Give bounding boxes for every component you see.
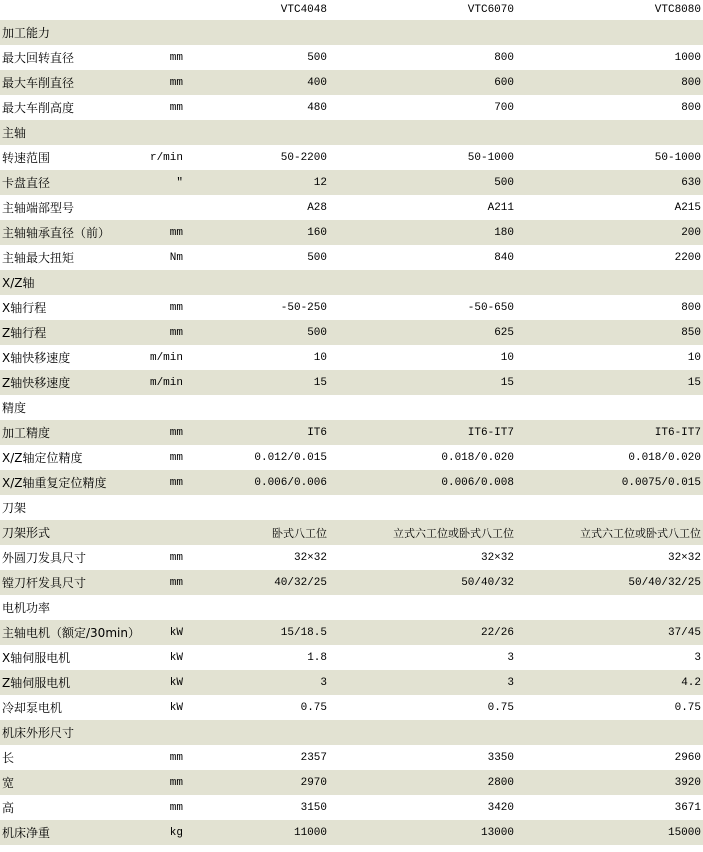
spec-name: 刀架形式 xyxy=(0,520,144,545)
spec-name: 外圆刀发具尺寸 xyxy=(0,545,144,570)
spec-value-2: 3350 xyxy=(329,745,516,770)
spec-value-1: 32×32 xyxy=(186,545,329,570)
section-title: 精度 xyxy=(0,395,703,420)
spec-name: 长 xyxy=(0,745,144,770)
spec-value-2: 15 xyxy=(329,370,516,395)
header-cell-empty xyxy=(0,0,144,20)
spec-unit: mm xyxy=(144,320,186,345)
spec-value-1: 12 xyxy=(186,170,329,195)
spec-name: 镗刀杆发具尺寸 xyxy=(0,570,144,595)
spec-value-1: 15/18.5 xyxy=(186,620,329,645)
spec-value-3: 0.75 xyxy=(516,695,703,720)
spec-unit: m/min xyxy=(144,345,186,370)
spec-value-1: 15 xyxy=(186,370,329,395)
spec-value-2: 立式六工位或卧式八工位 xyxy=(329,520,516,545)
spec-name: 最大回转直径 xyxy=(0,45,144,70)
spec-value-2: 3 xyxy=(329,670,516,695)
spec-row xyxy=(0,645,703,670)
spec-unit: mm xyxy=(144,295,186,320)
section-title: 电机功率 xyxy=(0,595,703,620)
spec-unit: mm xyxy=(144,545,186,570)
spec-name: 主轴轴承直径（前） xyxy=(0,220,144,245)
spec-value-2: A211 xyxy=(329,195,516,220)
spec-value-3: 32×32 xyxy=(516,545,703,570)
spec-name: 主轴端部型号 xyxy=(0,195,144,220)
spec-name: X/Z轴定位精度 xyxy=(0,445,144,470)
spec-value-3: 200 xyxy=(516,220,703,245)
spec-unit: Nm xyxy=(144,245,186,270)
spec-name: X/Z轴重复定位精度 xyxy=(0,470,144,495)
spec-row xyxy=(0,195,703,220)
spec-value-1: 50-2200 xyxy=(186,145,329,170)
spec-name: X轴行程 xyxy=(0,295,144,320)
spec-name: X轴伺服电机 xyxy=(0,645,144,670)
header-cell-unit xyxy=(144,0,186,20)
spec-unit: kW xyxy=(144,620,186,645)
spec-unit: kW xyxy=(144,645,186,670)
spec-value-1: 40/32/25 xyxy=(186,570,329,595)
spec-value-3: 630 xyxy=(516,170,703,195)
spec-value-3: IT6-IT7 xyxy=(516,420,703,445)
spec-value-2: 840 xyxy=(329,245,516,270)
spec-value-1: 400 xyxy=(186,70,329,95)
spec-value-2: 0.018/0.020 xyxy=(329,445,516,470)
spec-row xyxy=(0,145,703,170)
spec-value-2: IT6-IT7 xyxy=(329,420,516,445)
spec-unit: mm xyxy=(144,70,186,95)
section-title: 加工能力 xyxy=(0,20,703,45)
spec-value-1: 500 xyxy=(186,245,329,270)
spec-value-3: 850 xyxy=(516,320,703,345)
spec-row xyxy=(0,795,703,820)
spec-value-3: 1000 xyxy=(516,45,703,70)
spec-value-2: 50-1000 xyxy=(329,145,516,170)
section-row xyxy=(0,120,703,145)
spec-value-1: IT6 xyxy=(186,420,329,445)
spec-name: 冷却泵电机 xyxy=(0,695,144,720)
spec-row xyxy=(0,245,703,270)
spec-row xyxy=(0,170,703,195)
spec-name: X轴快移速度 xyxy=(0,345,144,370)
spec-row xyxy=(0,95,703,120)
section-title: X/Z轴 xyxy=(0,270,703,295)
spec-unit: mm xyxy=(144,445,186,470)
section-row xyxy=(0,595,703,620)
spec-value-2: 50/40/32 xyxy=(329,570,516,595)
spec-value-1: 500 xyxy=(186,320,329,345)
spec-unit xyxy=(144,520,186,545)
spec-value-1: 0.012/0.015 xyxy=(186,445,329,470)
section-title: 刀架 xyxy=(0,495,703,520)
spec-value-2: 0.75 xyxy=(329,695,516,720)
spec-value-3: 立式六工位或卧式八工位 xyxy=(516,520,703,545)
spec-value-3: 15 xyxy=(516,370,703,395)
spec-value-1: 3150 xyxy=(186,795,329,820)
spec-value-2: 3420 xyxy=(329,795,516,820)
spec-unit: kW xyxy=(144,670,186,695)
spec-name: Z轴伺服电机 xyxy=(0,670,144,695)
spec-value-1: 2357 xyxy=(186,745,329,770)
spec-name: 机床净重 xyxy=(0,820,144,845)
spec-value-2: 3 xyxy=(329,645,516,670)
spec-name: 主轴电机（额定/30min） xyxy=(0,620,144,645)
spec-value-3: 2960 xyxy=(516,745,703,770)
spec-unit: " xyxy=(144,170,186,195)
spec-row xyxy=(0,445,703,470)
spec-value-2: 22/26 xyxy=(329,620,516,645)
spec-value-3: 3671 xyxy=(516,795,703,820)
spec-row xyxy=(0,70,703,95)
spec-row xyxy=(0,295,703,320)
spec-value-2: 500 xyxy=(329,170,516,195)
spec-row xyxy=(0,520,703,545)
spec-name: 宽 xyxy=(0,770,144,795)
spec-name: 高 xyxy=(0,795,144,820)
spec-unit: mm xyxy=(144,770,186,795)
spec-value-1: 480 xyxy=(186,95,329,120)
spec-name: 加工精度 xyxy=(0,420,144,445)
spec-value-3: 3920 xyxy=(516,770,703,795)
spec-value-2: 32×32 xyxy=(329,545,516,570)
header-model-2: VTC6070 xyxy=(329,0,516,20)
spec-value-2: 0.006/0.008 xyxy=(329,470,516,495)
spec-value-3: 50/40/32/25 xyxy=(516,570,703,595)
spec-name: 卡盘直径 xyxy=(0,170,144,195)
spec-unit: kg xyxy=(144,820,186,845)
spec-value-3: 50-1000 xyxy=(516,145,703,170)
header-model-1: VTC4048 xyxy=(186,0,329,20)
spec-unit: mm xyxy=(144,220,186,245)
spec-unit: m/min xyxy=(144,370,186,395)
spec-value-2: 180 xyxy=(329,220,516,245)
spec-value-1: -50-250 xyxy=(186,295,329,320)
section-row xyxy=(0,395,703,420)
spec-unit: mm xyxy=(144,795,186,820)
spec-value-1: 1.8 xyxy=(186,645,329,670)
spec-row xyxy=(0,770,703,795)
spec-name: 最大车削高度 xyxy=(0,95,144,120)
spec-name: Z轴快移速度 xyxy=(0,370,144,395)
spec-value-3: 37/45 xyxy=(516,620,703,645)
spec-unit: mm xyxy=(144,45,186,70)
spec-value-2: 2800 xyxy=(329,770,516,795)
section-row xyxy=(0,495,703,520)
spec-unit xyxy=(144,195,186,220)
spec-row xyxy=(0,370,703,395)
spec-value-3: A215 xyxy=(516,195,703,220)
spec-value-1: 11000 xyxy=(186,820,329,845)
spec-row xyxy=(0,820,703,845)
spec-row xyxy=(0,620,703,645)
spec-unit: mm xyxy=(144,570,186,595)
spec-value-3: 0.018/0.020 xyxy=(516,445,703,470)
spec-value-1: 160 xyxy=(186,220,329,245)
spec-value-3: 800 xyxy=(516,95,703,120)
spec-value-2: 700 xyxy=(329,95,516,120)
section-row xyxy=(0,720,703,745)
spec-row xyxy=(0,420,703,445)
spec-name: Z轴行程 xyxy=(0,320,144,345)
spec-value-1: 3 xyxy=(186,670,329,695)
spec-unit: mm xyxy=(144,95,186,120)
header-model-3: VTC8080 xyxy=(516,0,703,20)
spec-row xyxy=(0,695,703,720)
spec-value-3: 800 xyxy=(516,295,703,320)
spec-value-2: 625 xyxy=(329,320,516,345)
spec-row xyxy=(0,345,703,370)
spec-row xyxy=(0,470,703,495)
spec-value-3: 4.2 xyxy=(516,670,703,695)
spec-name: 主轴最大扭矩 xyxy=(0,245,144,270)
spec-value-1: A28 xyxy=(186,195,329,220)
spec-value-2: -50-650 xyxy=(329,295,516,320)
section-title: 机床外形尺寸 xyxy=(0,720,703,745)
spec-unit: mm xyxy=(144,745,186,770)
spec-value-2: 13000 xyxy=(329,820,516,845)
spec-value-1: 0.006/0.006 xyxy=(186,470,329,495)
spec-value-1: 10 xyxy=(186,345,329,370)
spec-value-3: 15000 xyxy=(516,820,703,845)
spec-row xyxy=(0,45,703,70)
spec-value-3: 0.0075/0.015 xyxy=(516,470,703,495)
spec-name: 最大车削直径 xyxy=(0,70,144,95)
section-row xyxy=(0,270,703,295)
section-title: 主轴 xyxy=(0,120,703,145)
spec-value-1: 0.75 xyxy=(186,695,329,720)
spec-value-3: 3 xyxy=(516,645,703,670)
spec-row xyxy=(0,220,703,245)
spec-row xyxy=(0,670,703,695)
spec-value-3: 10 xyxy=(516,345,703,370)
spec-value-1: 卧式八工位 xyxy=(186,520,329,545)
spec-unit: r/min xyxy=(144,145,186,170)
spec-row xyxy=(0,745,703,770)
header-row xyxy=(0,0,703,20)
spec-value-3: 800 xyxy=(516,70,703,95)
spec-unit: kW xyxy=(144,695,186,720)
spec-value-1: 2970 xyxy=(186,770,329,795)
spec-value-3: 2200 xyxy=(516,245,703,270)
spec-row xyxy=(0,320,703,345)
spec-value-2: 800 xyxy=(329,45,516,70)
spec-name: 转速范围 xyxy=(0,145,144,170)
spec-unit: mm xyxy=(144,420,186,445)
spec-value-2: 10 xyxy=(329,345,516,370)
spec-unit: mm xyxy=(144,470,186,495)
section-row xyxy=(0,20,703,45)
spec-value-2: 600 xyxy=(329,70,516,95)
spec-row xyxy=(0,570,703,595)
spec-value-1: 500 xyxy=(186,45,329,70)
spec-row xyxy=(0,545,703,570)
